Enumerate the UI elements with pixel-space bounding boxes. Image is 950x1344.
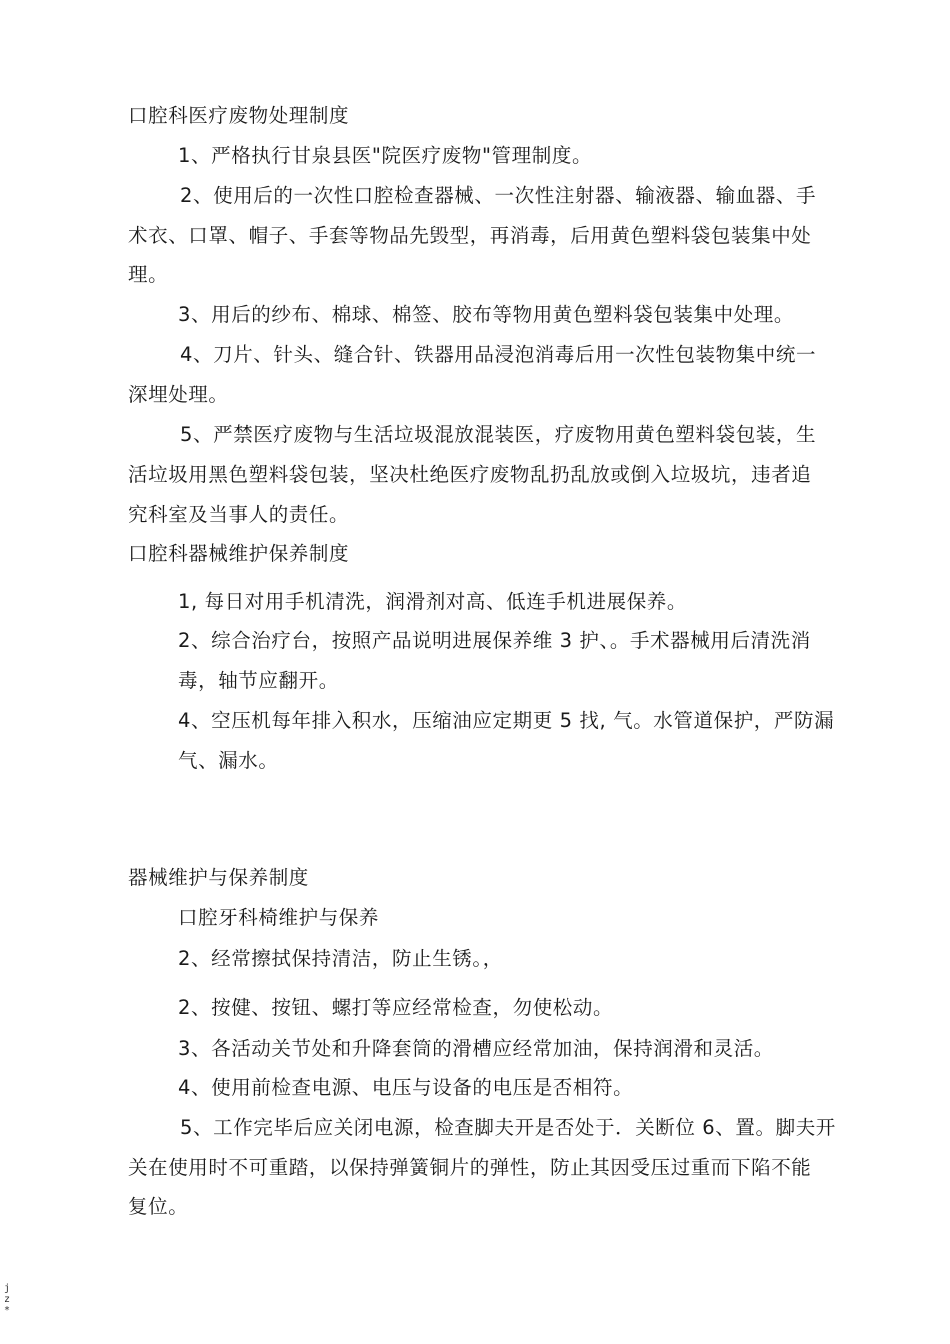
paragraph-line: 5、严禁医疗废物与生活垃圾混放混装医，疗废物用黄色塑料袋包装，生 — [180, 423, 817, 446]
paragraph-line: 口腔牙科椅维护与保养 — [178, 906, 380, 929]
paragraph-line: 4、使用前检查电源、电压与设备的电压是否相符。 — [178, 1076, 634, 1099]
paragraph-line: 1, 每日对用手机清洗，润滑剂对高、低连手机进展保养。 — [178, 590, 688, 613]
paragraph-line: 关在使用时不可重踏，以保持弹簧铜片的弹性，防止其因受压过重而下陷不能 — [128, 1156, 812, 1179]
paragraph-line: 理。 — [128, 263, 169, 286]
paragraph-line: 活垃圾用黑色塑料袋包装，坚决杜绝医疗废物乱扔乱放或倒入垃圾坑，违者追 — [128, 463, 812, 486]
paragraph-line: 2、经常擦拭保持清洁，防止生锈。， — [178, 947, 503, 970]
paragraph-line: 2、按健、按钮、螺打等应经常检查，勿使松动。 — [178, 996, 614, 1019]
section-title: 器械维护与保养制度 — [128, 866, 309, 889]
paragraph-line: 术衣、口罩、帽子、手套等物品先毁型，再消毒，后用黄色塑料袋包装集中处 — [128, 224, 812, 247]
paragraph-line: 究科室及当事人的责任。 — [128, 503, 350, 526]
paragraph-line: 5、工作完毕后应关闭电源，检查脚夫开是否处于．关断位 6、置。脚夫开 — [180, 1116, 836, 1139]
paragraph-line: 复位。 — [128, 1195, 189, 1218]
paragraph-line: 2、综合治疗台，按照产品说明进展保养维 3 护、。手术器械用后清洗消 — [178, 629, 811, 652]
paragraph-line: 4、刀片、针头、缝合针、铁器用品浸泡消毒后用一次性包装物集中统一 — [180, 343, 817, 366]
section-title: 口腔科器械维护保养制度 — [128, 542, 350, 565]
paragraph-line: 深埋处理。 — [128, 383, 229, 406]
margin-note: jz* — [4, 1283, 11, 1316]
paragraph-line: 4、空压机每年排入积水，压缩油应定期更 5 找, 气。水管道保护，严防漏 — [178, 709, 835, 732]
paragraph-line: 3、用后的纱布、棉球、棉签、胶布等物用黄色塑料袋包装集中处理。 — [178, 303, 795, 326]
paragraph-line: 2、使用后的一次性口腔检查器械、一次性注射器、输液器、输血器、手 — [180, 184, 817, 207]
section-title: 口腔科医疗废物处理制度 — [128, 104, 350, 127]
paragraph-line: 3、各活动关节处和升降套筒的滑槽应经常加油，保持润滑和灵活。 — [178, 1037, 774, 1060]
paragraph-line: 1、严格执行甘泉县医"院医疗废物"管理制度。 — [178, 144, 593, 167]
paragraph-line: 气、漏水。 — [178, 749, 279, 772]
paragraph-line: 毒，轴节应翻开。 — [178, 669, 339, 692]
